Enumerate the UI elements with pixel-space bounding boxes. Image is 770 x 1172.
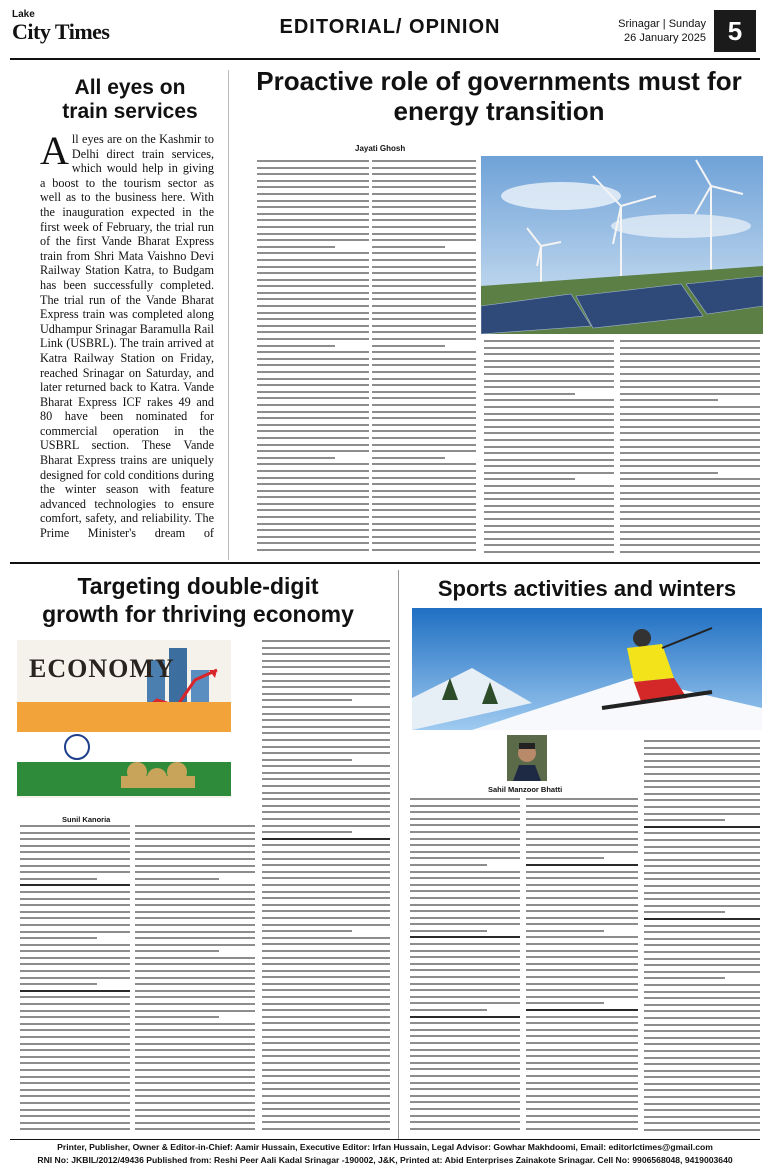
masthead (0, 0, 770, 62)
sports-article-col2 (526, 798, 638, 1133)
masthead-divider (10, 58, 760, 60)
editorial-text: ll eyes are on the Kashmir to Delhi direct train services, which would help in giving a boost to the tourism sector as well as to the business here. With the inauguration expected in the first week of February, the trial run of the first Vande Bharat Express train from Shri Mata Vaishno Devi Railway Station Katra, to Budgam has been successfully completed. The trial run of the Vande Bharat Express train was completed along Udhampur Srinagar Baramulla Rail Link (USBRL). The train arrived at Katra Railway Station on Friday, reached Srinagar on Saturday, and later returned back to Katra. Vande Bharat Express ICF rakes 49 and 80 have been nominated for commercial operation in the USBRL section. These Vande Bharat Express trains are uniquely designed for cold conditions during the winter season with feature advanced technologies to ensure comfort, safety, and reliability. The Prime Minister's dream of (40, 132, 214, 541)
newspaper-logo[interactable] (12, 10, 142, 54)
economy-headline: Targeting double-digit growth for thriving economy (42, 573, 354, 627)
sports-headline: Sports activities and winters (437, 576, 737, 601)
column-divider-bottom (398, 570, 399, 1140)
imprint-footer (10, 1141, 760, 1167)
sports-article-col1 (410, 798, 520, 1133)
main-article-col1 (257, 160, 369, 555)
economy-author-caption: Sunil Kanoria (62, 815, 111, 824)
dateline (588, 17, 706, 45)
footer-divider (10, 1139, 760, 1140)
main-headline: Proactive role of governments must for energy transition (256, 66, 742, 126)
editorial-body (40, 132, 214, 542)
economy-image-word: ECONOMY (29, 654, 175, 683)
drop-cap: A (40, 132, 69, 173)
main-article-col3 (484, 340, 614, 555)
main-article-col4 (620, 340, 760, 555)
economy-article-col3 (262, 640, 390, 1132)
economy-article-col1 (20, 825, 130, 1133)
main-article-col2 (372, 160, 476, 555)
sports-article-col3 (644, 740, 760, 1133)
column-divider (228, 70, 229, 560)
section-title: EDITORIAL/ OPINION (279, 16, 501, 38)
wind-turbine-photo[interactable] (481, 156, 763, 334)
sports-author-caption: Sahil Manzoor Bhatti (488, 785, 563, 794)
page-number: 5 (714, 10, 756, 52)
skier-photo[interactable] (412, 608, 762, 730)
main-byline: Jayati Ghosh (355, 144, 406, 153)
logo-top: Lake (12, 9, 35, 20)
editorial-headline: All eyes on train services (62, 76, 198, 123)
imprint-line-2: RNI No: JKBIL/2012/49436 Published from: Reshi Peer Aali Kadal Srinagar -190002, J&K, Printed at: Abid Enterprises Zainakote Srinagar. Cell No: 9906568048, 9419003640 (37, 1155, 733, 1165)
imprint-line-1: Printer, Publisher, Owner & Editor-in-Chief: Aamir Hussain, Executive Editor: Irfan Hussain, Legal Advisor: Gowhar Makhdoomi, Email: editorlctimes@gmail.com (57, 1142, 713, 1152)
city-day: Srinagar | Sunday (618, 18, 706, 30)
economy-article-col2 (135, 825, 255, 1133)
section-divider (10, 562, 760, 564)
issue-date: 26 January 2025 (624, 32, 706, 44)
logo-main: City Times (12, 19, 110, 44)
author-photo (507, 735, 547, 781)
economy-illustration[interactable] (17, 640, 231, 798)
